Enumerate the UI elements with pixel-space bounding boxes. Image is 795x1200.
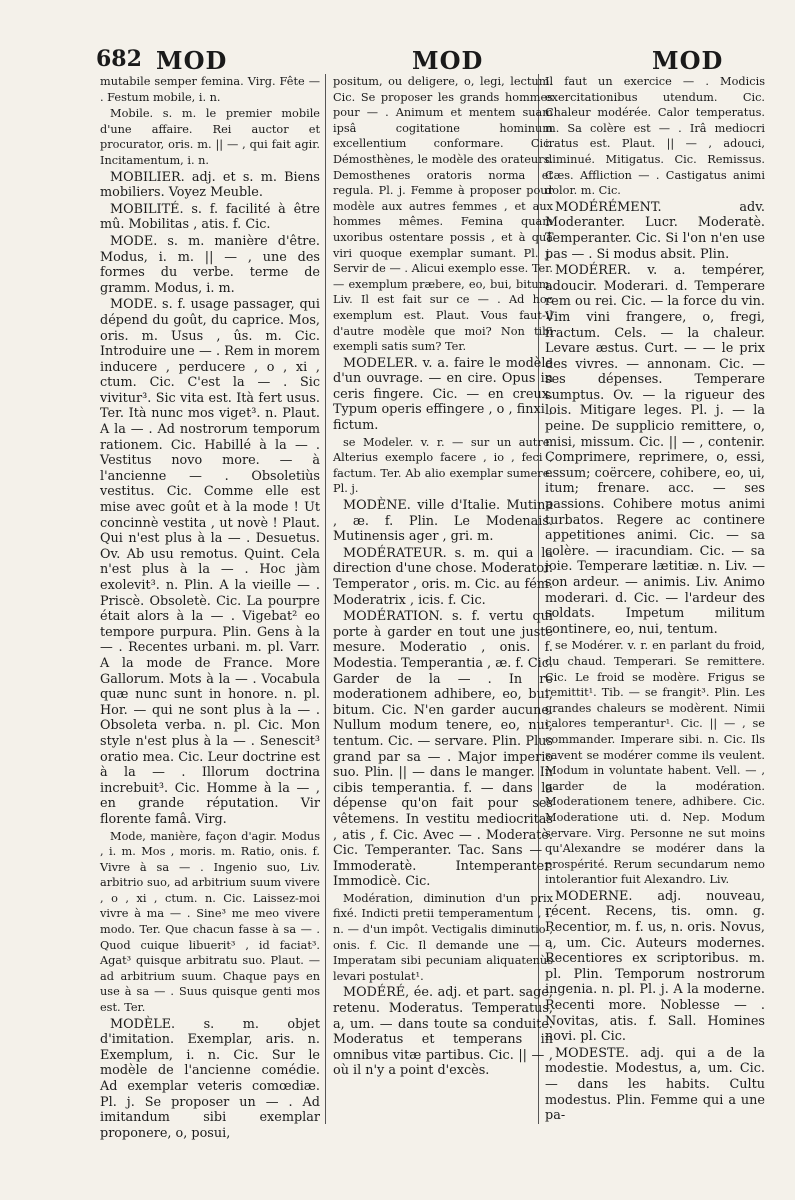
entry: MODÈNE. ville d'Italie. Mutina , æ. f. Plin. Le Modenais. Mutinensis ager , gri. m. [333, 498, 553, 545]
entry: Mode, manière, façon d'agir. Modus , i. m. Mos , moris. m. Ratio, onis. f. Vivre à sa — . Ingenio suo, Liv. arbitrio suo, ad arbitrium suum vivere , o , xi , ctum. n. Cic. Laissez-moi vivre à ma — . Sine³ me meo vivere modo. Ter. Que chacun fasse à sa — . Quod cuique libuerit³ , id faciat³. Agat³ quisque arbitratu suo. Plaut. — ad arbitrium suum. Chaque pays en use à sa — . Suus quisque genti mos est. Ter. [100, 829, 320, 1015]
entry: positum, ou deligere, o, legi, lectum. Cic. Se proposer les grands hommes pour — . Animum et mentem suam ipsâ cogitatione hominum excellentium conformare. Cic. Démosthènes, le modèle des orateurs. Demosthenes oratoris norma et regula. Pl. j. Femme à proposer pour modèle aux autres femmes , et aux hommes mêmes. Femina quam uxoribus ostentare possis , et à quâ viri quoque exemplar sumant. Pl. j. Servir de — . Alicui exemplo esse. Ter. — exemplum præbere, eo, bui, bitum. Liv. Il est fait sur ce — . Ad hoc exemplum est. Plaut. Vous faut-il d'autre modèle que moi? Non tibi exempli satis sum? Ter. [333, 75, 553, 354]
entry: MODELER. v. a. faire le modèle d'un ouvrage. — en cire. Opus in ceris fingere. Cic. — en creux. Typum operis effingere , o , finxi , fictum. [333, 355, 553, 434]
entry: MODESTE. adj. qui a de la modestie. Modestus, a, um. Cic. — dans les habits. Cultu modestus. Plin. Femme qui a une pa- [545, 1045, 765, 1124]
entry: MODE. s. m. manière d'être. Modus, i. m. || — , une des formes du verbe. terme de gramm. Modus, i. m. [100, 233, 320, 296]
entry: mutabile semper femina. Virg. Fête — . Festum mobile, i. n. [100, 75, 320, 104]
entry: MODÉRATEUR. s. m. qui a la direction d'une chose. Moderator. Temperator , oris. m. Cic. au fém. Moderatrix , icis. f. Cic. [333, 545, 553, 608]
guide-word-left: MOD [156, 46, 228, 75]
entry: se Modérer. v. r. en parlant du froid, du chaud. Temperari. Se remittere. Cic. Le froid se modère. Frigus se remittit¹. Tib. — se frangit³. Plin. Les grandes chaleurs se modèrent. Nimii calores temperantur¹. Cic. || — , se commander. Imperare sibi. n. Cic. Ils savent se modérer comme ils veulent. Modum in voluntate habent. Vell. — , garder de la modération. Moderationem tenere, adhibere. Cic. Moderatione uti. d. Nep. Modum servare. Virg. Personne ne sut moins qu'Alexandre se modérer dans la prospérité. Rerum secundarum nemo intolerantior fuit Alexandro. Liv. [545, 639, 765, 887]
running-header [92, 38, 755, 74]
entry: MOBILITÉ. s. f. facilité à être mû. Mobilitas , atis. f. Cic. [100, 201, 320, 233]
entry: MODÉRER. v. a. tempérer, adoucir. Moderari. d. Temperare rem ou rei. Cic. — la force du vin. Vim vini frangere, o, fregi, fractum. Cels. — la chaleur. Levare æstus. Curt. — — le prix des vivres. — annonam. Cic. — ses dépenses. Temperare sumptus. Ov. — la rigueur des lois. Mitigare leges. Pl. j. — la peine. De supplicio remittere, o, misi, missum. Cic. || — , contenir. Comprimere, reprimere, o, essi, essum; coërcere, cohibere, eo, ui, itum; frenare. acc. — ses passions. Cohibere motus animi turbatos. Regere ac continere appetitiones animi. Cic. — sa colère. — iracundiam. Cic. — sa joie. Temperare lætitiæ. n. Liv. — son ardeur. — animis. Liv. Animo moderari. d. Cic. — l'ardeur des soldats. Impetum militum continere, eo, nui, tentum. [545, 263, 765, 637]
entry: Il faut un exercice — . Modicis exercitationibus utendum. Cic. Chaleur modérée. Calor temperatus. m. Sa colère est — . Irâ mediocri iratus est. Plaut. || — , adouci, diminué. Mitigatus. Cic. Remissus. Cæs. Affliction — . Castigatus animi dolor. m. Cic. [545, 75, 765, 198]
entry: Modération, diminution d'un prix fixé. Indicti pretii temperamentum , i. n. — d'un impôt. Vectigalis diminutio , onis. f. Cic. Il demande une — . Imperatam sibi pecuniam aliquatenùs levari postulat¹. [333, 891, 553, 983]
entry: MODÉRATION. s. f. vertu qui porte à garder en tout une juste mesure. Moderatio , onis. f. Modestia. Temperantia , æ. f. Cic. Garder de la — . In re moderationem adhibere, eo, bui, bitum. Cic. N'en garder aucune. Nullum modum tenere, eo, nui, tentum. Cic. — servare. Plin. Plus grand par sa — . Major imperio suo. Plin. || — dans le manger. In cibis temperantia. f. — dans la dépense qu'on fait pour ses vêtemens. In vestitu mediocritas , atis , f. Cic. Avec — . Moderatè. Cic. Temperanter. Tac. Sans — . Immoderatè. Intemperanter. Immodicè. Cic. [333, 609, 553, 890]
entry: MODERNE. adj. nouveau, récent. Recens, tis. omn. g. Recentior, m. f. us, n. oris. Novus, a, um. Cic. Auteurs modernes. Recentiores ex scriptoribus. m. pl. Plin. Temporum nostrorum ingenia. n. pl. Pl. j. A la moderne. Recenti more. Noblesse — . Novitas, atis. f. Sall. Homines novi. pl. Cic. [545, 888, 765, 1045]
entry: se Modeler. v. r. — sur un autre. Alterius exemplo facere , io , feci , factum. Ter. Ab alio exemplar sumere. Pl. j. [333, 435, 553, 496]
entry: MODÉRÉMENT. adv. Moderanter. Lucr. Moderatè. Temperanter. Cic. Si l'on n'en use pas — . Si modus absit. Plin. [545, 199, 765, 262]
entry: MODÉRÉ, ée. adj. et part. sage, retenu. Moderatus. Temperatus, a, um. — dans toute sa conduite. Moderatus et temperans in omnibus vitæ partibus. Cic. || — , où il n'y a point d'excès. [333, 985, 553, 1079]
guide-word-center: MOD [412, 46, 484, 75]
column-right [545, 74, 765, 1125]
column-left [100, 74, 320, 1142]
entry: MODÈLE. s. m. objet d'imitation. Exemplar, aris. n. Exemplum, i. n. Cic. Sur le modèle de l'ancienne comédie. Ad exemplar veteris comœdiæ. Pl. j. Se proposer un — . Ad imitandum sibi exemplar proponere, o, posui, [100, 1016, 320, 1141]
guide-word-right: MOD [652, 46, 724, 75]
entry: MODE. s. f. usage passager, qui dépend du goût, du caprice. Mos, oris. m. Usus , ûs. m. Cic. Introduire une — . Rem in morem inducere , perducere , o , xi , ctum. Cic. C'est la — . Sic vivitur³. Sic vita est. Ità fert usus. Ter. Ità nunc mos viget³. n. Plaut. A la — . Ad nostrorum temporum rationem. Cic. Habillé à la — . Vestitus novo more. — à l'ancienne — . Obsoletiùs vestitus. Cic. Comme elle est mise avec goût et à la mode ! Ut concinnè vestita , ut novè ! Plaut. Qui n'est plus à la — . Desuetus. Ov. Ab usu remotus. Quint. Cela n'est plus à la — . Hoc jàm exolevit³. n. Plin. A la vieille — . Priscè. Obsoletè. Cic. La pourpre était alors à la — . Vigebat² eo tempore purpura. Plin. Gens à la — . Recentes urbani. m. pl. Varr. A la mode de France. More Gallorum. Mots à la — . Vocabula quæ nunc sunt in honore. n. pl. Hor. — qui ne sont plus à la — . Obsoleta verba. n. pl. Cic. Mon style n'est plus à la — . Senescit³ oratio mea. Cic. Leur doctrine est à la — . Illorum doctrina increbuit³. Cic. Homme à la — , en grande réputation. Vir florente famâ. Virg. [100, 297, 320, 827]
column-center [333, 74, 553, 1080]
entry: MOBILIER. adj. et s. m. Biens mobiliers. Voyez Meuble. [100, 169, 320, 201]
page-number: 682 [96, 46, 142, 72]
column-divider [325, 74, 326, 1124]
entry: Mobile. s. m. le premier mobile d'une affaire. Rei auctor et procurator, oris. m. || — , qui fait agir. Incitamentum, i. n. [100, 107, 320, 167]
